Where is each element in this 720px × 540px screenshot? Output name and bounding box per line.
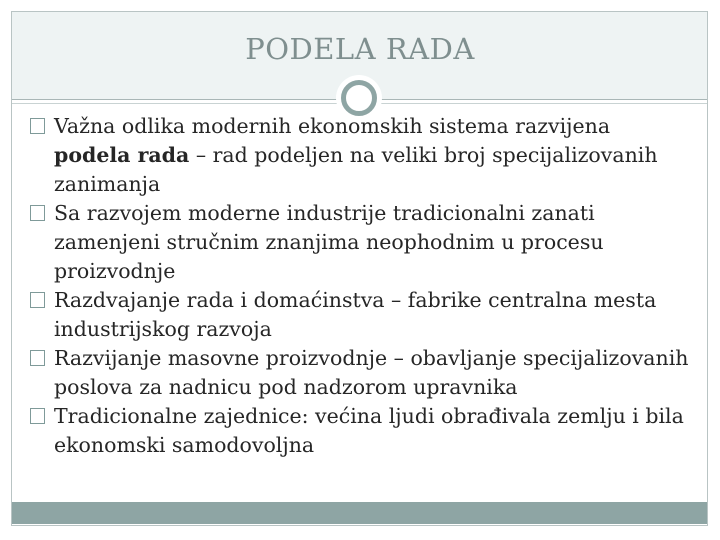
bullet-item xyxy=(30,199,690,286)
square-bullet-icon xyxy=(30,350,45,366)
circle-ornament-icon xyxy=(341,80,377,116)
bullet-item xyxy=(30,112,690,199)
square-bullet-icon xyxy=(30,408,45,424)
bullet-text-rest: – rad podeljen na veliki broj specijalizovanih zanimanja xyxy=(54,143,658,196)
bullet-text: Tradicionalne zajednice: većina ljudi obrađivala zemlju i bila ekonomski samodovoljna xyxy=(54,404,684,457)
bullet-text: Važna odlika modernih ekonomskih sistema razvijena xyxy=(54,114,611,138)
bullet-item xyxy=(30,286,690,344)
square-bullet-icon xyxy=(30,205,45,221)
bullet-text: Razdvajanje rada i domaćinstva – fabrike centralna mesta industrijskog razvoja xyxy=(54,288,657,341)
bullet-bold-term: podela rada xyxy=(54,143,190,167)
bullet-text: Sa razvojem moderne industrije tradicionalni zanati zamenjeni stručnim znanjima neophodnim u procesu proizvodnje xyxy=(54,201,604,283)
square-bullet-icon xyxy=(30,118,45,134)
bullet-item xyxy=(30,402,690,460)
bullet-item xyxy=(30,344,690,402)
square-bullet-icon xyxy=(30,292,45,308)
slide-title: PODELA RADA xyxy=(245,32,475,66)
bullet-list xyxy=(30,112,690,460)
bullet-text: Razvijanje masovne proizvodnje – obavljanje specijalizovanih poslova za nadnicu pod nadzorom upravnika xyxy=(54,346,689,399)
footer-band xyxy=(12,502,707,524)
